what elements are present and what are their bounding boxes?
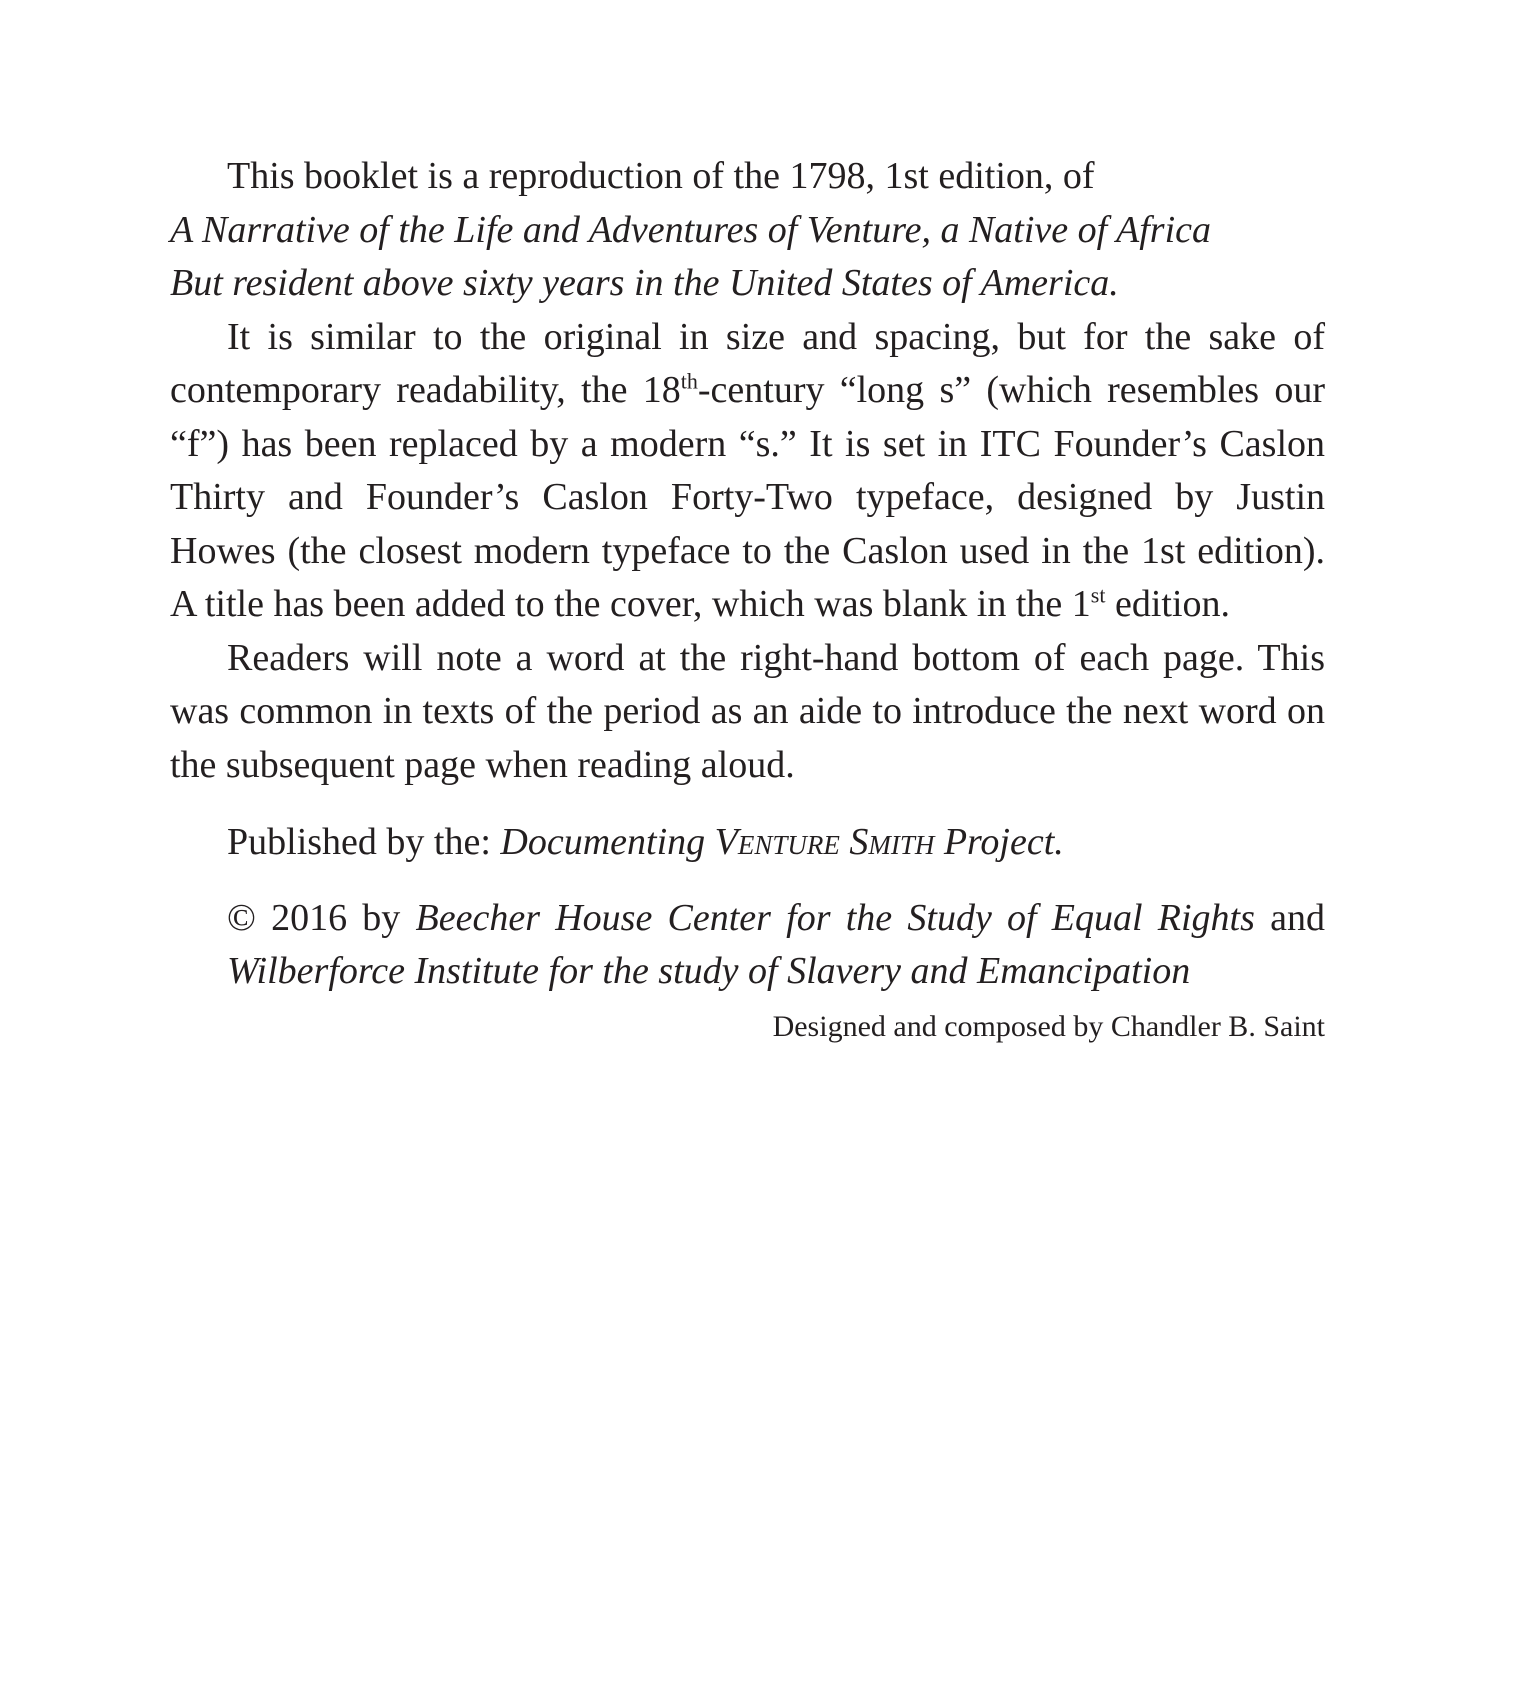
copyright-lead: © 2016 by (227, 896, 416, 939)
superscript-st: st (1090, 582, 1106, 608)
copyright-notice (170, 892, 1325, 999)
book-title-line-1: A Narrative of the Life and Adventures of Venture, a Native of Africa (170, 208, 1212, 251)
book-title-line-2: But resident above sixty years in the United States of America. (170, 262, 1119, 304)
publisher-lead: Published by the: (227, 821, 501, 863)
typography-text-part-2: -century “long s” (which resembles our “f”) has been replaced by a modern “s.” It is set in ITC Founder’s Caslon Thirty and Founder’s Caslon Forty-Two typeface, designed by Justin Howes (the closest modern typeface to the Caslon used in the 1st edition). A title has been added to the cover, which was blank in the 1 (170, 369, 1326, 625)
catchword-text: Readers will note a word at the right-hand bottom of each page. This was common in texts of the period as an aide to introduce the next word on the subsequent page when reading aloud. (170, 636, 1325, 786)
publisher-line (170, 816, 1325, 870)
document-page (170, 150, 1325, 1047)
copyright-org-1: Beecher House Center for the Study of Equal Rights (415, 896, 1255, 939)
intro-paragraph (170, 150, 1325, 311)
book-title (170, 204, 1325, 311)
project-name-pre: Documenting (500, 821, 715, 863)
copyright-org-2: Wilberforce Institute for the study of Slavery and Emancipation (227, 950, 1191, 992)
typography-text-part-1: It is similar to the original in size and spacing, but for the sake of contemporary readability, the 18 (170, 315, 1325, 411)
typography-paragraph (170, 311, 1325, 632)
copyright-joiner: and (1254, 896, 1325, 939)
typography-text-part-3: edition. (1105, 583, 1231, 625)
project-name-smallcaps: Venture Smith (714, 821, 935, 863)
design-credit-text: Designed and composed by Chandler B. Saint (772, 1009, 1325, 1043)
intro-lead-text: This booklet is a reproduction of the 1798, 1st edition, of (227, 155, 1095, 197)
project-name-post: Project. (934, 821, 1064, 863)
design-credit (170, 1007, 1325, 1047)
catchword-paragraph (170, 632, 1325, 793)
project-name (500, 821, 1063, 863)
superscript-th: th (680, 368, 698, 394)
